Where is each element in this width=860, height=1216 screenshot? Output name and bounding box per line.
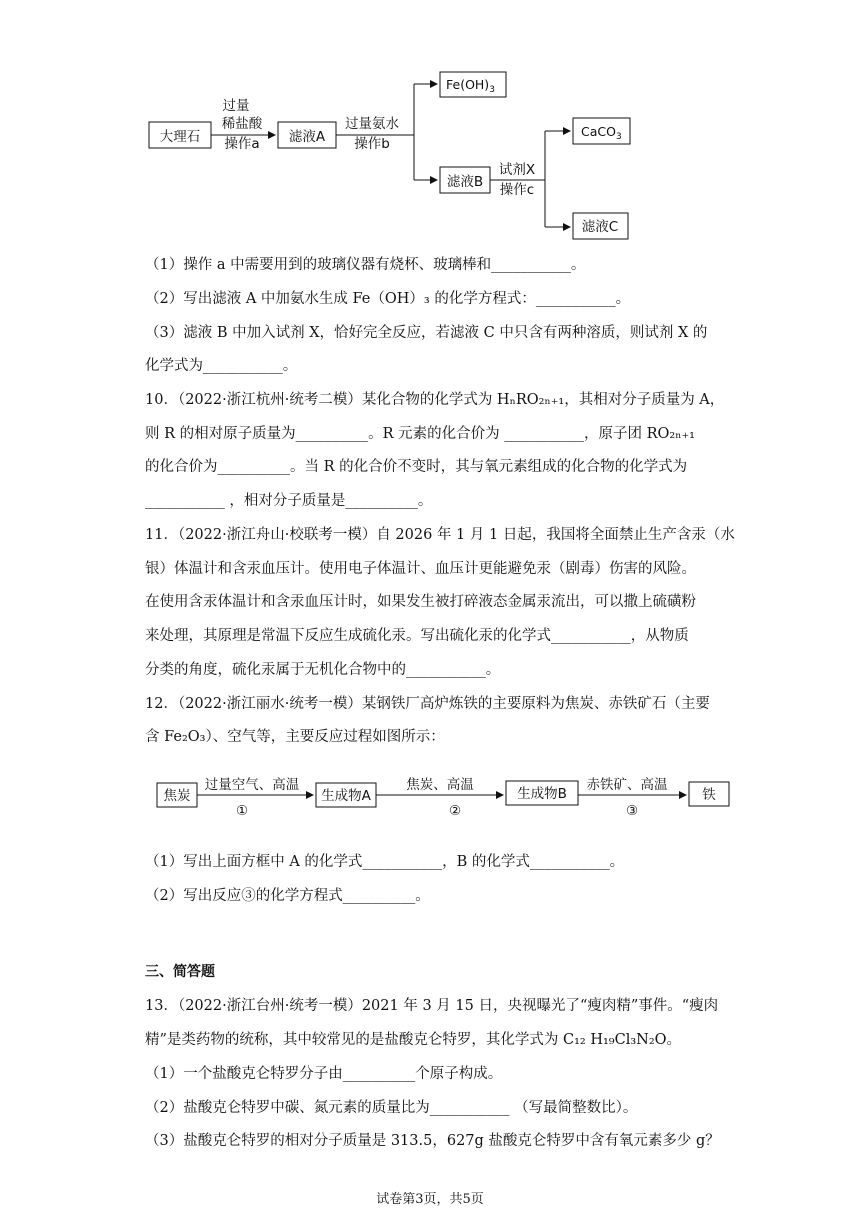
q11-line2: 银）体温计和含汞血压计。使用电子体温计、血压计更能避免汞（剧毒）伤害的风险。 xyxy=(145,561,696,577)
q9-sub1: （1）操作 a 中需要用到的玻璃仪器有烧杯、玻璃棒和___________。 xyxy=(145,257,586,273)
arrow3-number: ③ xyxy=(625,803,639,819)
q13-line2: 精”是类药物的统称，其中较常见的是盐酸克仑特罗，其化学式为 C₁₂ H₁₉Cl₃N₂O。 xyxy=(145,1032,682,1048)
product-b-label: 生成物B xyxy=(517,786,567,802)
iron-label: 铁 xyxy=(702,787,716,803)
q13-sub1: （1）一个盐酸克仑特罗分子由__________个原子构成。 xyxy=(145,1066,503,1082)
q12-line2: 含 Fe₂O₃）、空气等，主要反应过程如图所示： xyxy=(145,729,445,745)
q10-line3: 的化合价为__________。当 R 的化合价不变时，其与氧元素组成的化合物的化学式为 xyxy=(145,459,688,475)
page-footer: 试卷第3页，共5页 xyxy=(376,1192,484,1207)
filtrate-b-label: 滤液B xyxy=(446,174,484,190)
arrow3-label: 赤铁矿、高温 xyxy=(586,777,668,793)
coke-label: 焦炭 xyxy=(163,788,191,804)
q12-sub1: （1）写出上面方框中 A 的化学式___________，B 的化学式___________。 xyxy=(145,854,625,870)
marble-label: 大理石 xyxy=(159,129,201,145)
feoh3-label: $Fe(OH)_3$ xyxy=(446,77,495,95)
arrow1-number: ① xyxy=(235,803,249,819)
q12-sub2: （2）写出反应③的化学方程式__________。 xyxy=(145,888,430,904)
filtrate-c-label: 滤液C xyxy=(581,219,619,235)
step3-line2: 操作c xyxy=(499,182,535,198)
section-title: 三、简答题 xyxy=(145,964,215,980)
filtrate-a-label: 滤液A xyxy=(288,129,326,145)
step1-line2: 稀盐酸 xyxy=(221,116,263,132)
q9-sub3: （3）滤液 B 中加入试剂 X，恰好完全反应，若滤液 C 中只含有两种溶质，则试剂 X 的 xyxy=(145,325,708,341)
arrow2-label: 焦炭、高温 xyxy=(406,777,474,793)
arrow2-number: ② xyxy=(448,803,462,819)
caco3-label: CaCO$_3$ xyxy=(581,124,622,142)
step2-line1: 过量氨水 xyxy=(345,116,399,132)
step1-line1: 过量 xyxy=(222,98,250,114)
q11-line3: 在使用含汞体温计和含汞血压计时，如果发生被打碎液态金属汞流出，可以撒上硫磺粉 xyxy=(145,594,696,610)
step2-line2: 操作b xyxy=(354,136,390,152)
q9-sub2: （2）写出滤液 A 中加氨水生成 Fe（OH）₃ 的化学方程式：___________。 xyxy=(145,291,631,307)
q11-line5: 分类的角度，硫化汞属于无机化合物中的___________。 xyxy=(145,662,501,678)
step1-line3: 操作a xyxy=(224,136,260,152)
q10-line1: 10．（2022·浙江杭州·统考二模）某化合物的化学式为 HₙRO₂ₙ₊₁，其相对分子质量为 A， xyxy=(145,392,725,408)
product-a-label: 生成物A xyxy=(321,788,371,804)
q11-line4: 来处理，其原理是常温下反应生成硫化汞。写出硫化汞的化学式___________，从物质 xyxy=(145,628,689,644)
q12-line1: 12．（2022·浙江丽水·统考一模）某钢铁厂高炉炼铁的主要原料为焦炭、赤铁矿石（主要 xyxy=(145,696,710,712)
q13-sub2: （2）盐酸克仑特罗中碳、氮元素的质量比为___________ （写最简整数比）。 xyxy=(145,1100,638,1116)
q10-line4: ___________ ，相对分子质量是__________。 xyxy=(145,493,433,509)
q13-sub3: （3）盐酸克仑特罗的相对分子质量是 313.5，627g 盐酸克仑特罗中含有氧元素多少 g？ xyxy=(145,1133,720,1149)
marble-flow-diagram xyxy=(140,62,660,242)
q10-line2: 则 R 的相对原子质量为__________。R 元素的化合价为 ___________，原子团 RO₂ₙ₊₁ xyxy=(145,426,695,442)
q13-line1: 13．（2022·浙江台州·统考一模）2021 年 3 月 15 日，央视曝光了“瘦肉精”事件。“瘦肉 xyxy=(145,998,719,1014)
iron-smelting-diagram xyxy=(150,770,740,822)
q11-line1: 11．（2022·浙江舟山·校联考一模）自 2026 年 1 月 1 日起，我国将全面禁止生产含汞（水 xyxy=(145,527,735,543)
step3-line1: 试剂X xyxy=(498,162,536,178)
q9-sub3-cont: 化学式为___________。 xyxy=(145,358,298,374)
arrow1-label: 过量空气、高温 xyxy=(204,777,300,793)
